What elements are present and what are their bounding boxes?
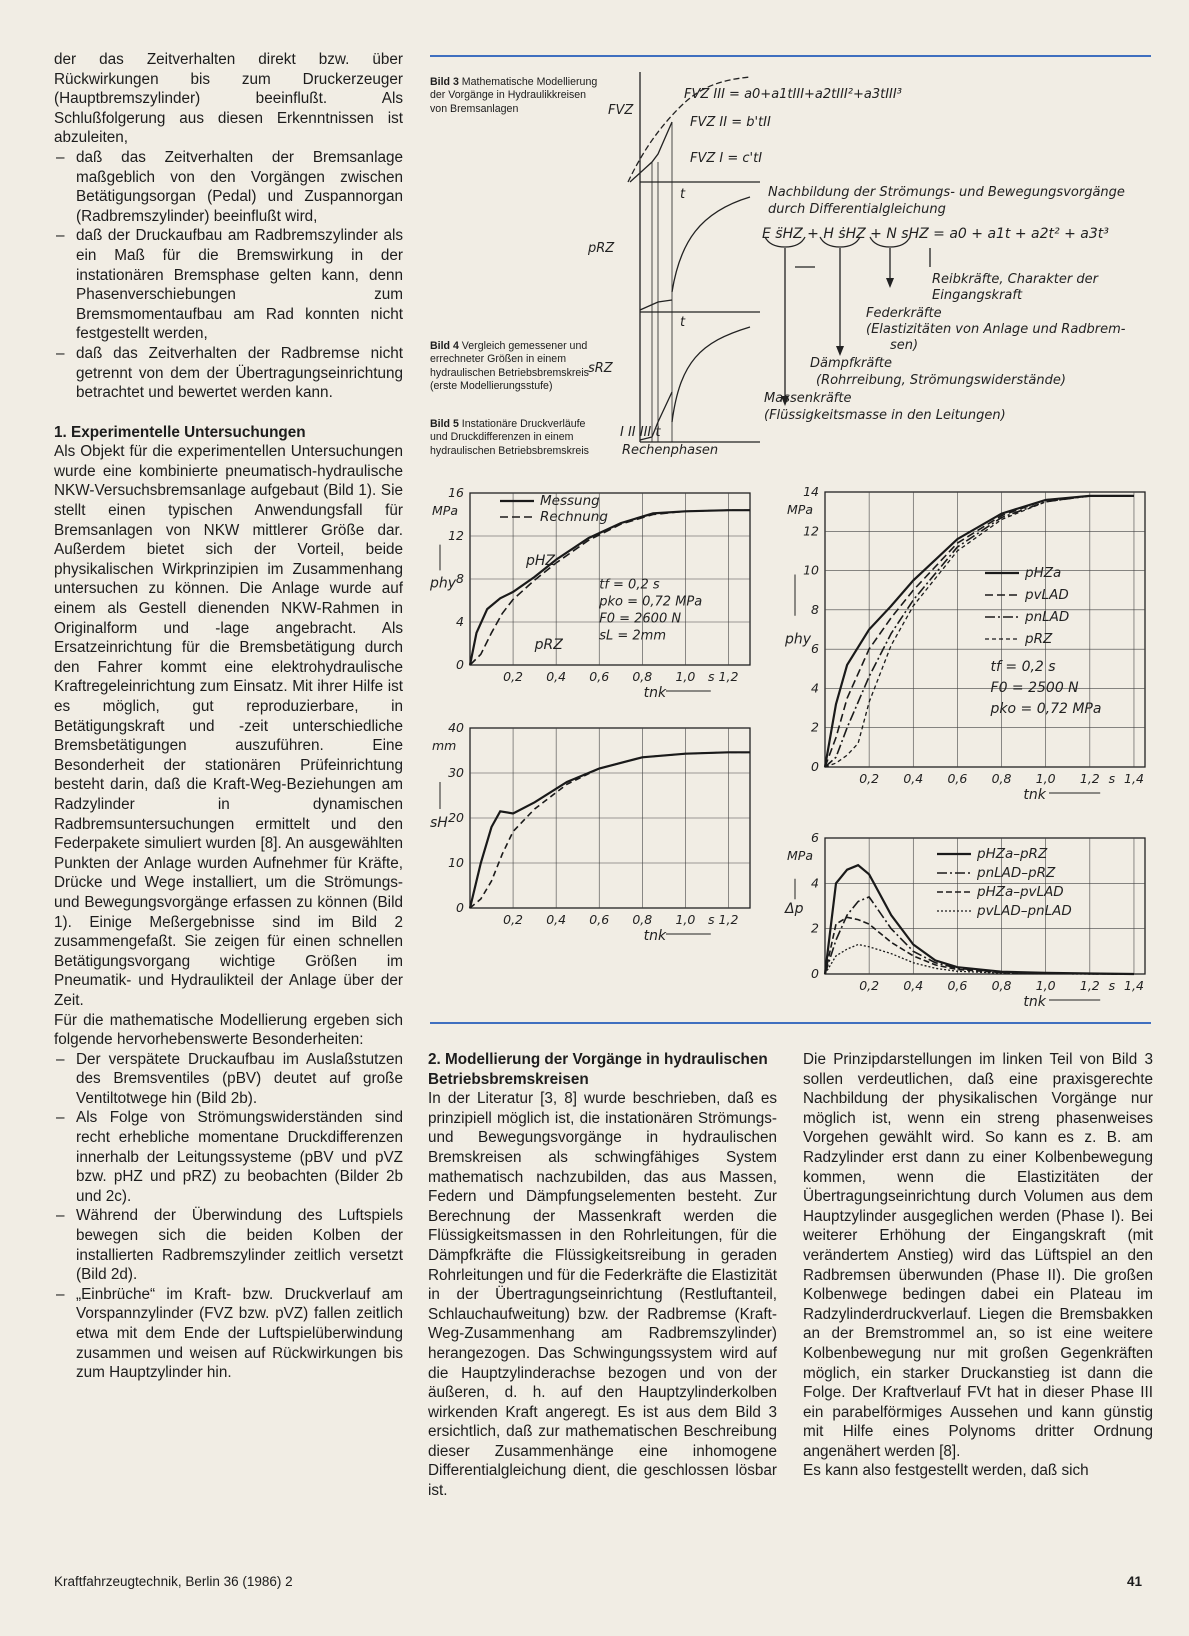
prz-axis-label: pRZ: [588, 241, 615, 256]
dgl-title: durch Differentialgleichung: [768, 202, 946, 217]
y-tick-label: 2: [811, 920, 819, 936]
x-tick-label: 0,2: [859, 771, 880, 786]
y-tick-label: 4: [811, 680, 819, 696]
annotation: Eingangskraft: [932, 288, 1023, 303]
x-tick-label: 0,8: [632, 669, 653, 684]
plot-frame: [825, 492, 1145, 767]
annotation: (Rohrreibung, Strömungswiderstände): [816, 373, 1066, 388]
phase-labels: I II III t: [620, 425, 661, 440]
x-axis-label: tnk: [1023, 994, 1046, 1010]
figure4-travel-chart: [420, 722, 780, 957]
figure3-diagram: [588, 62, 1160, 482]
param-label: F0 = 2600 N: [599, 611, 682, 627]
mid-column: [428, 1050, 777, 1501]
y-tick-label: 10: [448, 855, 464, 870]
param-label: pko = 0,72 MPa: [599, 594, 703, 610]
y-unit-label: MPa: [787, 848, 813, 863]
annotation: Dämpfkräfte: [810, 356, 892, 371]
y-tick-label: 6: [811, 830, 819, 845]
section2-heading: 2. Modellierung der Vorgänge in hydraulischen Betriebsbremskreisen: [428, 1051, 768, 1088]
x-tick-label: 0,4: [903, 771, 924, 786]
srz-axis-label: sRZ: [588, 361, 613, 376]
annotation: Reibkräfte, Charakter der: [932, 272, 1098, 287]
y-tick-label: 16: [448, 485, 464, 500]
eq-phase1: FVZ I = c'tI: [690, 151, 763, 166]
caption-bild3: Bild 3 Mathematische Modellierung der Vorgänge in Hydraulikkreisen von Bremsanlagen: [430, 76, 598, 115]
y-tick-label: 6: [811, 641, 819, 657]
caption-bild5: Bild 5 Instationäre Druckverläufe und Druckdifferenzen in einem hydraulischen Betriebsbremskreis: [430, 418, 589, 457]
x-tick-label: 1,2: [1079, 771, 1100, 786]
legend-label: pHZa–pRZ: [977, 846, 1048, 862]
y-tick-label: 30: [448, 765, 464, 780]
x-tick-label: 0,6: [947, 978, 968, 993]
series-line: [825, 496, 1134, 767]
series-line: [825, 917, 1134, 974]
dgl-equation: E s̈HZ + H ṡHZ + N sHZ = a0 + a1t + a2t² + a3t³: [762, 226, 1109, 242]
right-paragraph: Es kann also festgestellt werden, daß sich: [803, 1462, 1089, 1480]
y-tick-label: 0: [811, 966, 819, 981]
x-tick-label: s: [707, 912, 715, 927]
section1-list: [54, 1050, 403, 1383]
intro-paragraph: der das Zeitverhalten direkt bzw. über Rückwirkungen bis zum Druckerzeuger (Hauptbremszylinder) beeinflußt. Als Schlußfolgerung aus diesen Erkenntnissen ist abzuleiten,: [54, 51, 403, 147]
x-tick-label: 1,2: [718, 669, 739, 684]
curve-label: pRZ: [534, 636, 563, 653]
param-label: tf = 0,2 s: [990, 658, 1056, 675]
y-tick-label: 4: [811, 875, 819, 891]
param-label: sL = 2mm: [599, 628, 667, 644]
y-axis-label: phy: [785, 631, 812, 648]
annotation: Federkräfte: [866, 306, 942, 321]
section1-paragraph: Für die mathematische Modellierung ergeben sich folgende hervorhebenswerte Besonderheiten:: [54, 1011, 403, 1049]
x-tick-label: 0,8: [632, 912, 653, 927]
page-number: 41: [1127, 1574, 1143, 1589]
list-item: – Der verspätete Druckaufbau im Auslaßstutzen des Bremsventiles (pBV) deutet auf große Ventiltotwege hin (Bild 2b).: [54, 1050, 403, 1109]
x-tick-label: 1,2: [718, 912, 739, 927]
param-label: F0 = 2500 N: [990, 679, 1079, 696]
y-tick-label: 20: [448, 810, 464, 825]
figure4-pressure-chart: [420, 485, 780, 715]
y-axis-label: phy: [430, 575, 457, 592]
list-item: – Während der Überwindung des Luftspiels bewegen sich die beiden Kolben der installierten Radbremszylinder zeitlich versetzt (Bild 2d).: [54, 1206, 403, 1284]
section1-heading: 1. Experimentelle Untersuchungen: [54, 423, 306, 441]
x-axis-label: tnk: [643, 685, 667, 701]
y-axis-label: sH: [430, 815, 448, 831]
x-tick-label: 0,4: [903, 978, 924, 993]
figure5-difference-chart: [785, 830, 1160, 1015]
x-tick-label: 0,2: [503, 912, 524, 927]
fvz-axis-label: FVZ: [608, 103, 634, 118]
y-tick-label: 0: [811, 759, 819, 774]
annotation: (Flüssigkeitsmasse in den Leitungen): [764, 408, 1006, 423]
curve-label: pHZ: [526, 553, 556, 570]
eq-phase2: FVZ II = b'tII: [690, 115, 771, 130]
y-tick-label: 14: [803, 484, 819, 499]
series-line: [470, 752, 750, 908]
t-label: t: [680, 187, 686, 202]
annotation: Massenkräfte: [764, 391, 852, 406]
annotation: sen): [890, 338, 919, 353]
section2-paragraph: In der Literatur [3, 8] wurde beschrieben, daß es prinzipiell möglich ist, die instationären Strömungs- und Bewegungsvorgänge in hydraulischen Bremskreisen als schwingfähiges System mathematisch nachzubilden, das aus Massen, Federn und Dämpfungselementen besteht. Zur Berechnung der Massenkraft werden die Flüssigkeitsmassen in den Rohrleitungen, für die Dämpfkräfte die Flüssigkeitsreibung in geraden Rohrleitungen und für die Federkräfte die Elastizität in der Übertragungseinrichtung (Restluftanteil, Schlauchaufweitung) bzw. der Radbremse (Kraft-Weg-Zusammenhang am Radbremszylinder) herangezogen. Das Schwingungssystem wird auf die Hauptzylinderachse bezogen und von der äußeren, d. h. auf den Hauptzylinderkolben wirkenden Kraft angeregt. Es ist aus dem Bild 3 ersichtlich, daß zur mathematischen Beschreibung dieser Zusammenhänge eine inhomogene Differentialgleichung dient, die geschlossen lösbar ist.: [428, 1090, 777, 1500]
journal-footer: Kraftfahrzeugtechnik, Berlin 36 (1986) 2: [54, 1574, 293, 1589]
eq-phase3: FVZ III = a0+a1tIII+a2tIII²+a3tIII³: [684, 87, 902, 102]
x-tick-label: 0,8: [991, 771, 1012, 786]
y-tick-label: 4: [456, 614, 464, 629]
x-tick-label: 1,0: [1035, 771, 1056, 786]
series-line: [825, 496, 1134, 767]
param-label: tf = 0,2 s: [599, 577, 660, 593]
t-label: t: [680, 315, 686, 330]
list-item: – daß das Zeitverhalten der Radbremse nicht getrennt von dem der Übertragungseinrichtung betrachtet und bewertet werden kann.: [54, 344, 403, 403]
y-tick-label: 0: [456, 900, 464, 915]
x-axis-label: tnk: [1023, 787, 1046, 803]
list-item: – daß das Zeitverhalten der Bremsanlage maßgeblich von den Vorgängen zwischen Betätigungsorgan (Pedal) und Zuspannorgan (Radbremszylinder) beeinflußt wird,: [54, 148, 403, 226]
legend-label: pvLAD: [1025, 587, 1069, 603]
param-label: pko = 0,72 MPa: [990, 700, 1102, 717]
x-tick-label: s: [1108, 771, 1116, 786]
x-tick-label: 1,0: [675, 669, 696, 684]
y-tick-label: 2: [811, 719, 819, 735]
y-tick-label: 0: [456, 657, 464, 672]
x-tick-label: 0,4: [546, 912, 567, 927]
x-tick-label: 1,4: [1124, 771, 1144, 786]
legend-label: Messung: [540, 493, 600, 509]
y-tick-label: 12: [448, 528, 464, 543]
series-line: [825, 865, 1134, 974]
x-tick-label: 0,6: [589, 912, 610, 927]
list-item: – daß der Druckaufbau am Radbremszylinder als ein Maß für die Bremswirkung in der instationären Bremsphase gelten kann, denn Phasenverschiebungen zum Bremsmomentaufbau am Rad konnten nicht festgestellt werden,: [54, 226, 403, 344]
x-tick-label: 1,0: [675, 912, 696, 927]
y-tick-label: 12: [803, 523, 819, 539]
legend-label: pvLAD–pnLAD: [977, 903, 1072, 919]
legend-label: pHZa–pvLAD: [977, 884, 1064, 900]
series-line: [825, 496, 1134, 767]
y-tick-label: 40: [448, 720, 464, 735]
phase-caption: Rechenphasen: [622, 443, 719, 458]
y-axis-label: Δp: [785, 900, 804, 917]
legend-label: Rechnung: [540, 509, 608, 525]
x-axis-label: tnk: [643, 928, 667, 944]
x-tick-label: 0,4: [546, 669, 567, 684]
series-line: [825, 496, 1134, 767]
legend-label: pRZ: [1025, 631, 1053, 647]
figure5-pressure-chart: [785, 484, 1160, 822]
x-tick-label: 0,8: [991, 978, 1012, 993]
caption-bild4: Bild 4 Vergleich gemessener und errechneter Größen in einem hydraulischen Betriebsbremskreis (erste Modellierungsstufe): [430, 340, 589, 393]
legend-label: pnLAD: [1025, 609, 1070, 625]
right-paragraph: Die Prinzipdarstellungen im linken Teil von Bild 3 sollen verdeutlichen, daß eine praxisgerechte Nachbildung der physikalischen Vorgänge nur möglich ist, wenn ein streng phasenweises Vorgehen gewählt wird. So kann es z. B. am Radzylinder erst dann zu einer Kolbenbewegung kommen, wenn die Elastizitäten der Übertragungseinrichtung durch Volumen aus dem Hauptzylinder ausgeglichen werden (Phase I). Bei weiterer Erhöhung der Eingangskraft (mit verändertem Anstieg) wird das Lüftspiel an den Radbremsen überwunden (Phase II). Die großen Kolbenwege bedingen dabei ein Plateau im Radzylinderdruckverlauf. Liegen die Bremsbakken an der Bremstrommel an, so ist eine weitere Kolbenbewegung nur mit großen Gegenkräften möglich, ein starker Druckanstieg ist dann die Folge. Der Kraftverlauf FVt hat in dieser Phase III ein parabelförmiges Aussehen und kann günstig mit Hilfe eines Polynoms dritter Ordnung angenähert werden [8].: [803, 1051, 1153, 1460]
list-item: – „Einbrüche“ im Kraft- bzw. Druckverlauf am Vorspannzylinder (FVZ bzw. pVZ) fallen zeitlich etwa mit dem Ende der Luftspielüberwindung zusammen und weisen auf Rückwirkungen bis zum Hauptzylinder hin.: [54, 1285, 403, 1383]
annotation: (Elastizitäten von Anlage und Radbrem-: [866, 322, 1126, 337]
legend-label: pHZa: [1025, 565, 1062, 581]
x-tick-label: 0,6: [589, 669, 610, 684]
series-line: [470, 752, 750, 908]
x-tick-label: 0,2: [503, 669, 524, 684]
x-tick-label: 1,4: [1124, 978, 1144, 993]
mid-rule: [430, 1022, 1151, 1024]
left-column: [54, 50, 403, 1383]
y-tick-label: 10: [803, 562, 819, 578]
legend-label: pnLAD–pRZ: [977, 865, 1056, 881]
y-tick-label: 8: [811, 601, 819, 617]
x-tick-label: 0,6: [947, 771, 968, 786]
x-tick-label: s: [1108, 978, 1116, 993]
y-unit-label: MPa: [432, 503, 458, 518]
y-unit-label: MPa: [787, 502, 813, 517]
x-tick-label: 1,0: [1035, 978, 1056, 993]
right-column: [803, 1050, 1153, 1481]
x-tick-label: 0,2: [859, 978, 880, 993]
section1-paragraph: Als Objekt für die experimentellen Untersuchungen wurde eine kombinierte pneumatisch-hydraulische NKW-Versuchsbremsanlage aufgebaut (Bild 1). Sie stellt einen typischen Anwendungsfall für Bremsanlagen von NKW mittlerer Größe dar. Außerdem bietet sich der Vorteil, beide physikalischen Wirkprinzipien im Zusammenhang untersuchen zu können. Die Anlage wurde auf einem als Gestell dienenden NKW-Rahmen in Originalform und -lage angebracht. Als Ersatzeinrichtung für die Bremsbetätigung durch den Fahrer kommt eine elektrohydraulische Kraftregeleinrichtung zum Einsatz. Mit ihrer Hilfe ist es möglich, gut reproduzierbare, in Betätigungskraft und -zeit unterschiedliche Bremsbetätigungen auszuführen. Eine Besonderheit der stationären Prüfeinrichtung besteht darin, daß die Kraft-Weg-Beziehungen am Radzylinder in dynamischen Radbremsuntersuchungen ermittelt und den Federpakete simuliert wurden [8]. An ausgewählten Punkten der Anlage wurden Aufnehmer für Kräfte, Drücke und Wege installiert, um die Strömungs- und Bewegungsvorgänge erfassen zu können (Bild 1). Einige Meßergebnisse sind im Bild 2 zusammengefaßt. Sie zeigen für einen schnellen Betätigungsvorgang wichtige Größen im Pneumatik- und Hydraulikteil der Anlage über der Zeit.: [54, 443, 403, 1009]
y-unit-label: mm: [432, 738, 457, 753]
x-tick-label: s: [707, 669, 715, 684]
top-rule: [430, 55, 1151, 57]
dgl-title: Nachbildung der Strömungs- und Bewegungsvorgänge: [768, 185, 1125, 200]
intro-list: [54, 148, 403, 403]
y-tick-label: 8: [456, 571, 464, 586]
x-tick-label: 1,2: [1079, 978, 1100, 993]
list-item: – Als Folge von Strömungswiderständen sind recht erhebliche momentane Druckdifferenzen innerhalb der Leitungssysteme (pBV und pVZ bzw. pHZ und pRZ) zu beobachten (Bilder 2b und 2c).: [54, 1108, 403, 1206]
